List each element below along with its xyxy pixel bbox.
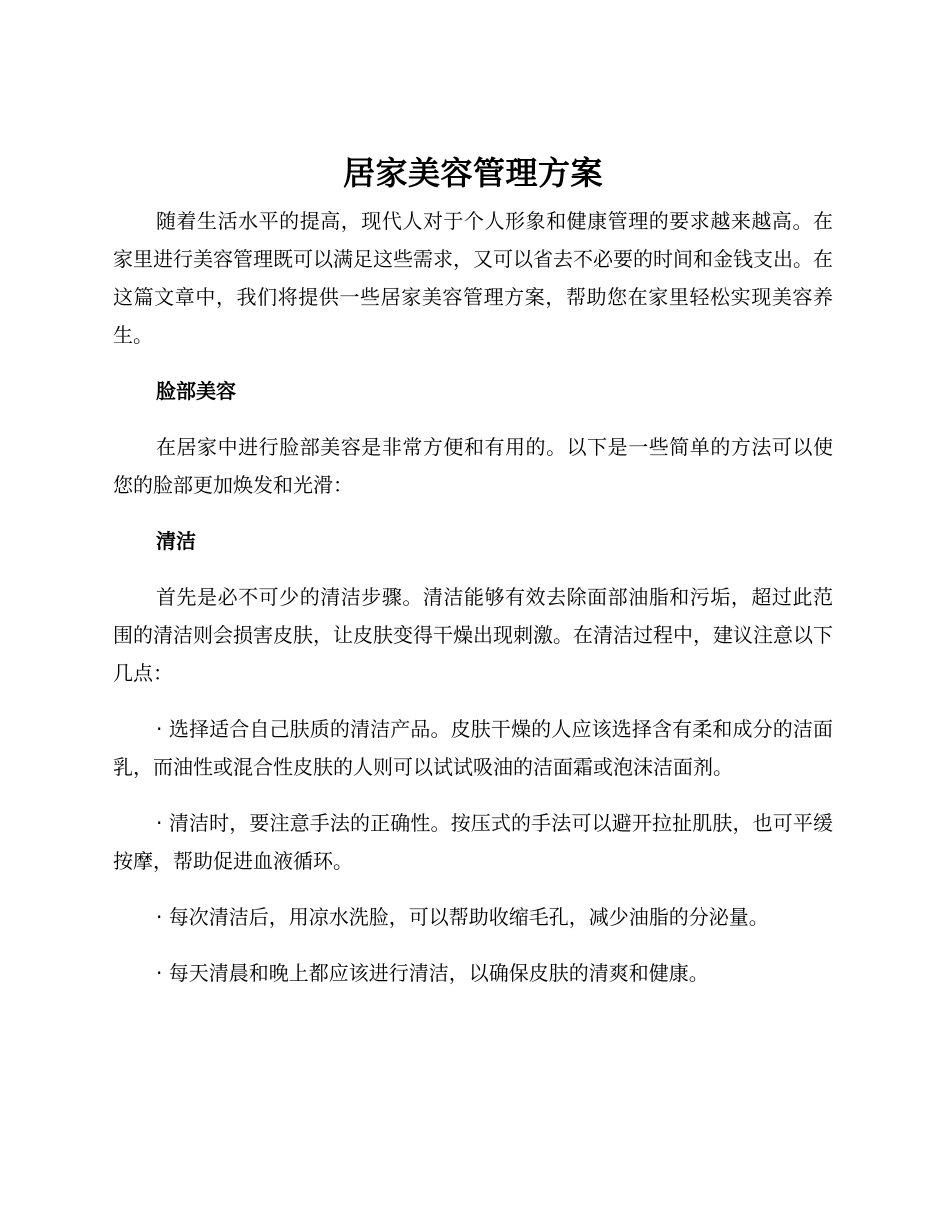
bullet-item: · 每天清晨和晚上都应该进行清洁，以确保皮肤的清爽和健康。 xyxy=(156,961,709,985)
intro-paragraph: 随着生活水平的提高，现代人对于个人形象和健康管理的要求越来越高。在家里进行美容管理既可以满足这些需求，又可以省去不必要的时间和金钱支出。在这篇文章中，我们将提供一些居家美容管理方案，帮助您在家里轻松实现美容养生。 xyxy=(113,209,833,347)
bullet-item: · 每次清洁后，用凉水洗脸，可以帮助收缩毛孔，减少油脂的分泌量。 xyxy=(156,905,769,929)
face-paragraph: 在居家中进行脸部美容是非常方便和有用的。以下是一些简单的方法可以使您的脸部更加焕发和光滑： xyxy=(113,435,833,497)
document-title: 居家美容管理方案 xyxy=(342,154,603,192)
section-heading-face: 脸部美容 xyxy=(156,379,236,403)
bullet-item: · 清洁时，要注意手法的正确性。按压式的手法可以避开拉扯肌肤，也可平缓按摩，帮助促进血液循环。 xyxy=(113,811,833,873)
section-heading-cleaning: 清洁 xyxy=(156,529,196,553)
cleaning-paragraph: 首先是必不可少的清洁步骤。清洁能够有效去除面部油脂和污垢，超过此范围的清洁则会损害皮肤，让皮肤变得干燥出现刺激。在清洁过程中，建议注意以下几点： xyxy=(113,585,833,685)
document-page xyxy=(113,148,833,992)
bullet-item: · 选择适合自己肤质的清洁产品。皮肤干燥的人应该选择含有柔和成分的洁面乳，而油性或混合性皮肤的人则可以试试吸油的洁面霜或泡沫洁面剂。 xyxy=(113,717,833,779)
